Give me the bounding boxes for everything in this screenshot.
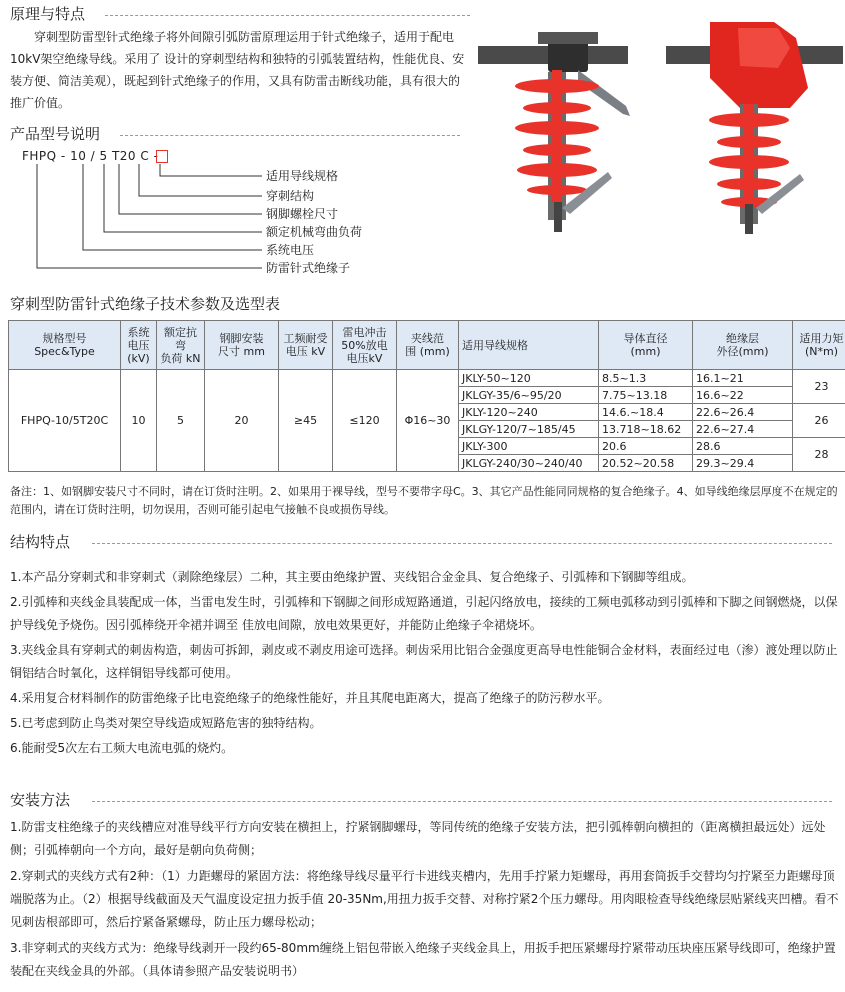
- model-diagram-lines: [0, 0, 470, 290]
- note-label: 备注：: [10, 485, 43, 498]
- legend-bending-load: 额定机械弯曲负荷: [266, 225, 363, 239]
- cell-spec: FHPQ-10/5T20C: [9, 370, 121, 472]
- th-clamp-range: 夹线范 围 (mm): [397, 321, 459, 370]
- cell-outer: 22.6~27.4: [693, 421, 793, 438]
- cell-diameter: 7.75~13.18: [599, 387, 693, 404]
- cell-outer: 22.6~26.4: [693, 404, 793, 421]
- cell-clamp-range: Φ16~30: [397, 370, 459, 472]
- cell-torque: 23: [793, 370, 845, 404]
- cell-outer: 16.1~21: [693, 370, 793, 387]
- legend-system-voltage: 系统电压: [266, 243, 315, 257]
- cell-outer: 28.6: [693, 438, 793, 455]
- insulator-left-image: [478, 32, 630, 232]
- cell-torque: 28: [793, 438, 845, 472]
- cell-wire: JKLY-120~240: [459, 404, 599, 421]
- cell-diameter: 13.718~18.62: [599, 421, 693, 438]
- install-item: 1.防雷支柱绝缘子的夹线槽应对准导线平行方向安装在横担上，拧紧钢脚螺母，等同传统的绝缘子安装方法，把引弧棒朝向横担的（距离横担最远处）远处侧；引弧棒朝向一个方向，最好是朝向负荷侧；: [10, 820, 826, 857]
- install-list: [10, 816, 842, 983]
- th-load: 额定抗弯 负荷 kN: [157, 321, 205, 370]
- structure-list: [10, 566, 840, 760]
- cell-outer: 16.6~22: [693, 387, 793, 404]
- th-pin-size: 钢脚安装 尺寸 mm: [205, 321, 279, 370]
- cell-diameter: 14.6.~18.4: [599, 404, 693, 421]
- section-rule: [92, 801, 832, 802]
- structure-item: 1.本产品分穿刺式和非穿刺式（剥除绝缘层）二种，其主要由绝缘护置、夹线铝合金金具、复合绝缘子、引弧棒和下钢脚等组成。: [10, 570, 694, 584]
- cell-wire: JKLY-300: [459, 438, 599, 455]
- legend-pin-size: 钢脚螺栓尺寸: [266, 207, 339, 221]
- cell-diameter: 20.6: [599, 438, 693, 455]
- th-torque: 适用力矩 (N*m): [793, 321, 845, 370]
- cell-wire: JKLGY-240/30~240/40: [459, 455, 599, 472]
- structure-item: 4.采用复合材料制作的防雷绝缘子比电瓷绝缘子的绝缘性能好，并且其爬电距离大，提高了绝缘子的防污秽水平。: [10, 691, 610, 705]
- structure-item: 6.能耐受5次左右工频大电流电弧的烧灼。: [10, 741, 234, 755]
- cell-load: 5: [157, 370, 205, 472]
- section-title-install: 安装方法: [10, 791, 71, 809]
- th-outer-diameter: 绝缘层 外径(mm): [693, 321, 793, 370]
- cell-withstand: ≥45: [279, 370, 333, 472]
- cell-wire: JKLGY-120/7~185/45: [459, 421, 599, 438]
- th-wire-spec: 适用导线规格: [459, 321, 599, 370]
- table-title: 穿刺型防雷针式绝缘子技术参数及选型表: [10, 295, 281, 313]
- cell-outer: 29.3~29.4: [693, 455, 793, 472]
- structure-item: 2.引弧棒和夹线金具装配成一体，当雷电发生时，引弧棒和下钢脚之间形成短路通道，引起闪络放电，接续的工频电弧移动到引弧棒和下脚之间钢燃烧，以保护导线免予烧伤。因引弧棒绕开伞裙并调至 佳放电间隙，放电效果更好，并能防止绝缘子伞裙烧坏。: [10, 595, 838, 632]
- cell-impulse: ≤120: [333, 370, 397, 472]
- note-text: 1、如钢脚安装尺寸不同时，请在订货时注明。2、如果用于裸导线，型号不要带字母C。3、其它产品性能同同规格的复合绝缘子。4、如导线绝缘层厚度不在规定的范围内，请在订货时注明，切勿误用，否则可能引起电气接触不良或损伤导线。: [10, 485, 838, 516]
- cell-wire: JKLY-50~120: [459, 370, 599, 387]
- cell-diameter: 20.52~20.58: [599, 455, 693, 472]
- model-code: FHPQ - 10 / 5 T20 C -: [22, 149, 159, 163]
- section-title-structure: 结构特点: [10, 533, 71, 551]
- th-voltage: 系统 电压 (kV): [121, 321, 157, 370]
- section-title-model: 产品型号说明: [10, 125, 101, 143]
- th-impulse: 雷电冲击 50%放电 电压kV: [333, 321, 397, 370]
- cell-wire: JKLGY-35/6~95/20: [459, 387, 599, 404]
- cell-torque: 26: [793, 404, 845, 438]
- product-photo: [478, 8, 843, 238]
- spec-table: [8, 320, 845, 472]
- section-rule: [92, 543, 832, 544]
- th-diameter: 导体直径 (mm): [599, 321, 693, 370]
- insulator-right-image: [666, 22, 843, 234]
- legend-insulator: 防雷针式绝缘子: [266, 261, 351, 275]
- legend-wire-spec: 适用导线规格: [266, 169, 339, 183]
- cell-voltage: 10: [121, 370, 157, 472]
- principle-text: 穿刺型防雷型针式绝缘子将外间隙引弧防雷原理运用于针式绝缘子，适用于配电10kV架空绝缘导线。采用了 设计的穿刺型结构和独特的引弧装置结构，性能优良、安装方便、简洁美观），既起到针式绝缘子的作用，又具有防雷击断线功能，具有很大的推广价值。: [10, 30, 465, 110]
- legend-piercing: 穿刺结构: [266, 189, 315, 203]
- cell-diameter: 8.5~1.3: [599, 370, 693, 387]
- structure-item: 5.已考虑到防止鸟类对架空导线造成短路危害的独特结构。: [10, 716, 322, 730]
- table-row: [9, 370, 845, 387]
- section-title-principle: 原理与特点: [10, 5, 86, 23]
- th-withstand: 工频耐受 电压 kV: [279, 321, 333, 370]
- table-header-row: [9, 321, 845, 370]
- install-item: 3.非穿刺式的夹线方式为：绝缘导线剥开一段约65-80mm缠绕上铝包带嵌入绝缘子夹线金具上，用扳手把压紧螺母拧紧带动压块座压紧导线即可，绝缘护置装配在夹线金具的外部。（具体请参照产品安装说明书）: [10, 941, 836, 978]
- structure-item: 3.夹线金具有穿刺式的刺齿构造，刺齿可拆卸，剥皮或不剥皮用途可选择。刺齿采用比铝合金强度更高导电性能铜合金材料，表面经过电（渗）渡处理以防止铜铝结合时氧化，这样铜铝导线都可使用。: [10, 643, 838, 680]
- th-spec: 规格型号 Spec&Type: [9, 321, 121, 370]
- table-note: [10, 483, 840, 519]
- install-item: 2.穿刺式的夹线方式有2种：（1）力距螺母的紧固方法：将绝缘导线尽量平行卡进线夹槽内，先用手拧紧力矩螺母，再用套筒扳手交替均匀拧紧至力距螺母顶端脱落为止。（2）根据导线截面及天气温度设定扭力扳手值 20-35Nm,用扭力扳手交替、对称拧紧2个压力螺母。用肉眼检查导线绝缘层贴紧线夹凹槽。看不见刺齿根部即可，然后拧紧备紧螺母，防止压力螺母松动；: [10, 869, 839, 929]
- cell-pin-size: 20: [205, 370, 279, 472]
